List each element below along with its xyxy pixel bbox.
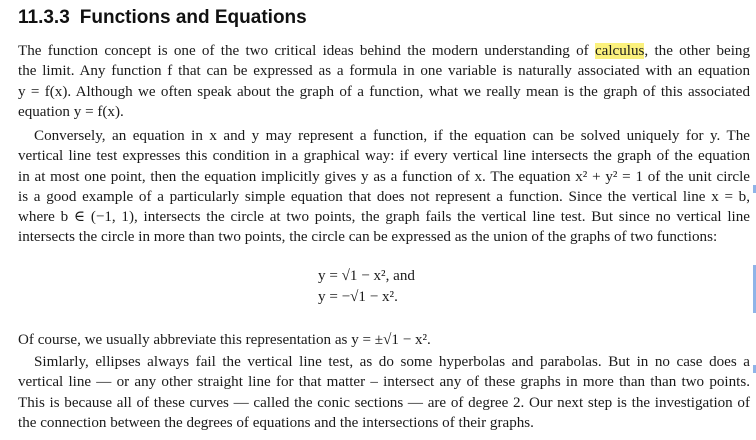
text-line: equation y = f(x).	[18, 103, 124, 120]
text-line: is a good example of a particularly simple equation that does not represent a function. Since the vertical line x = b,	[18, 188, 750, 205]
text-line: in at most one point, then the equation implicitly gives y as a function of x. The equation x² + y² = 1 of the unit circle	[18, 168, 750, 185]
text-line: y = f(x). Although we often speak about the graph of a function, what we really mean is the graph of this associated	[18, 83, 750, 100]
paragraph-abbreviation	[18, 330, 750, 350]
text-line: This is because all of these curves — called the conic sections — are of degree 2. Our next step is the investigation of	[18, 394, 750, 411]
section-title: Functions and Equations	[79, 7, 307, 28]
equation-lower-semicircle: y = −√1 − x².	[318, 289, 398, 305]
text-line: where b ∈ (−1, 1), intersects the circle at two points, the graph fails the vertical line test. But since no vertical line	[18, 209, 750, 226]
display-equations	[318, 266, 415, 308]
text-line: vertical line test expresses this condition in a graphical way: if every vertical line intersects the graph of the equation	[18, 148, 750, 165]
text-line: the limit. Any function f that can be expressed as a formula in one variable is naturally associated with an equation	[18, 63, 750, 80]
text-line: vertical line — or any other straight line for that matter – intersect any of these graphs in more than than two points.	[18, 374, 750, 391]
paragraph-conic-sections	[18, 352, 750, 433]
text-line: the connection between the degrees of equations and the intersections of their graphs.	[18, 414, 534, 431]
section-number: 11.3.3	[18, 7, 70, 28]
paragraph-function-concept	[18, 41, 750, 122]
equation-upper-semicircle: y = √1 − x², and	[318, 268, 415, 284]
text-line: Conversely, an equation in x and y may represent a function, if the equation can be solved uniquely for y. The	[34, 128, 750, 144]
text-line: intersects the circle in more than two points, the circle can be expressed as the union of the graphs of two functions:	[18, 229, 718, 246]
section-heading	[18, 7, 307, 29]
paragraph-vertical-line-test	[18, 126, 750, 248]
highlighted-word: calculus	[594, 43, 645, 59]
text-line: The function concept is one of the two critical ideas behind the modern understanding of calculus, the other being	[18, 43, 750, 59]
text-line: Of course, we usually abbreviate this representation as y = ±√1 − x².	[18, 332, 431, 348]
text-line: Simlarly, ellipses always fail the vertical line test, as do some hyperbolas and parabolas. But in no case does a	[34, 354, 750, 370]
